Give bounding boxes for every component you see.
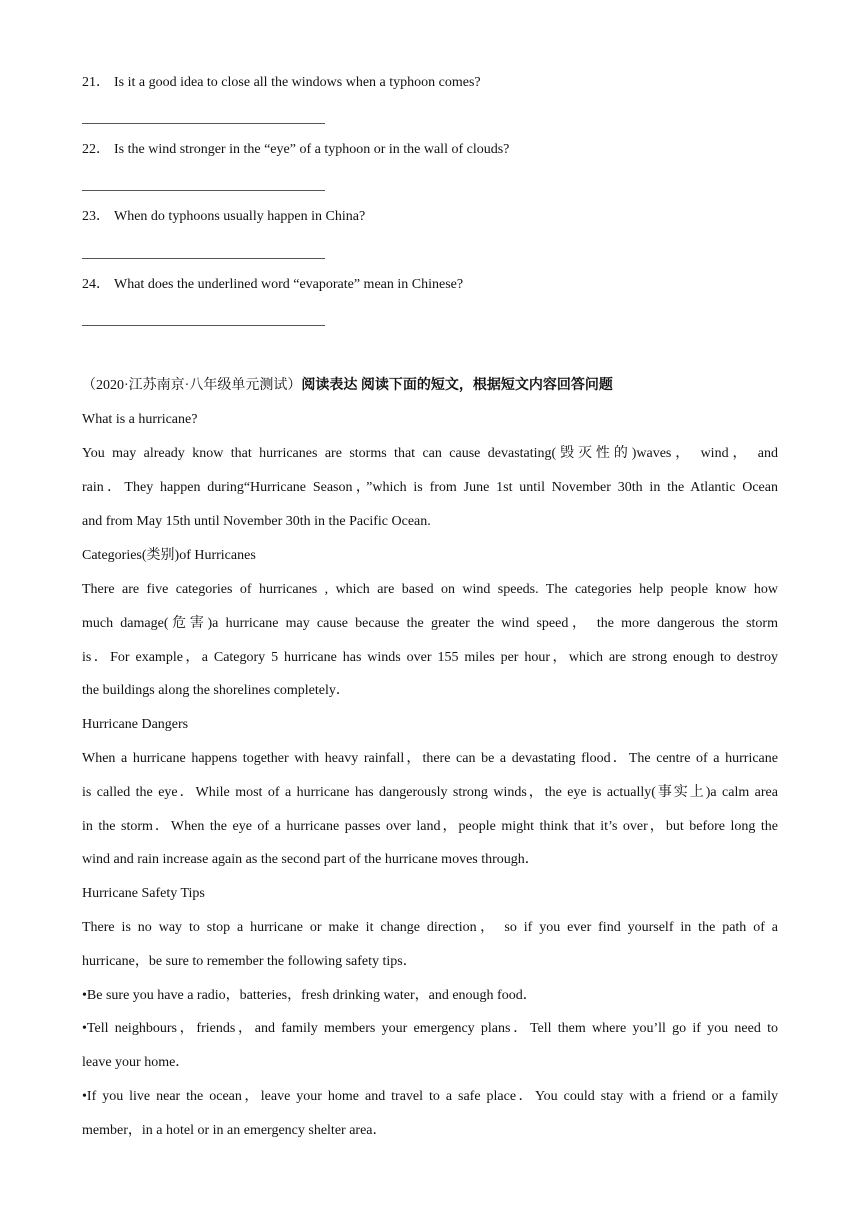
safety-tip: •If you live near the ocean，leave your home and travel to a safe place．You could stay with a friend or a family [82, 1089, 778, 1104]
safety-tip-continued: leave your home． [82, 1055, 190, 1070]
source-title: 阅读表达 阅读下面的短文，根据短文内容回答问题 [301, 378, 613, 393]
answer-line-21[interactable] [82, 123, 325, 124]
question-text: Is the wind stronger in the “eye” of a typhoon or in the wall of clouds? [114, 142, 510, 157]
passage-line: and from May 15th until November 30th in the Pacific Ocean. [82, 514, 431, 529]
question-24 [82, 275, 782, 295]
question-number: 21． [82, 75, 110, 90]
question-21 [82, 73, 782, 93]
question-number: 23． [82, 209, 110, 224]
answer-line-23[interactable] [82, 258, 325, 259]
answer-line-22[interactable] [82, 190, 325, 191]
question-text: When do typhoons usually happen in China? [114, 209, 366, 224]
passage-line: is．For example，a Category 5 hurricane has winds over 155 miles per hour，which are strong enough to destroy [82, 650, 778, 665]
safety-tip: •Tell neighbours，friends，and family members your emergency plans．Tell them where you’ll go if you need to [82, 1021, 778, 1036]
question-text: Is it a good idea to close all the windows when a typhoon comes? [114, 75, 481, 90]
passage-line: is called the eye．While most of a hurricane has dangerously strong winds，the eye is actually(事实上)a calm area [82, 785, 778, 800]
passage-line: in the storm．When the eye of a hurricane passes over land，people might think that it’s over，but before long the [82, 819, 778, 834]
passage-heading: Categories(类别)of Hurricanes [82, 548, 256, 563]
passage-title: What is a hurricane? [82, 412, 198, 427]
passage-heading: Hurricane Safety Tips [82, 886, 205, 901]
section-source-header [82, 376, 778, 396]
safety-tip: •Be sure you have a radio，batteries，fresh drinking water，and enough food． [82, 988, 537, 1003]
passage-line: rain．They happen during“Hurricane Season，”which is from June 1st until November 30th in the Atlantic Ocean [82, 480, 778, 495]
question-23 [82, 207, 782, 227]
question-text: What does the underlined word “evaporate” mean in Chinese? [114, 277, 464, 292]
question-number: 24． [82, 277, 110, 292]
passage-line: You may already know that hurricanes are storms that can cause devastating(毁灭性的)waves， wind， and [82, 446, 778, 461]
passage-line: When a hurricane happens together with heavy rainfall，there can be a devastating flood．The centre of a hurricane [82, 751, 778, 766]
source-prefix: （2020·江苏南京·八年级单元测试） [82, 378, 302, 393]
passage-line: the buildings along the shorelines completely． [82, 683, 350, 698]
passage-line: wind and rain increase again as the second part of the hurricane moves through． [82, 852, 539, 867]
passage-heading: Hurricane Dangers [82, 717, 189, 732]
passage-line: There are five categories of hurricanes , which are based on wind speeds. The categories help people know how [82, 582, 778, 597]
passage-line: much damage(危害)a hurricane may cause because the greater the wind speed， the more dangerous the storm [82, 616, 778, 631]
answer-line-24[interactable] [82, 325, 325, 326]
passage-line: There is no way to stop a hurricane or make it change direction， so if you ever find yourself in the path of a [82, 920, 778, 935]
question-number: 22． [82, 142, 110, 157]
passage-line: hurricane，be sure to remember the following safety tips． [82, 954, 417, 969]
question-22 [82, 140, 782, 160]
safety-tip-continued: member，in a hotel or in an emergency shelter area． [82, 1123, 387, 1138]
